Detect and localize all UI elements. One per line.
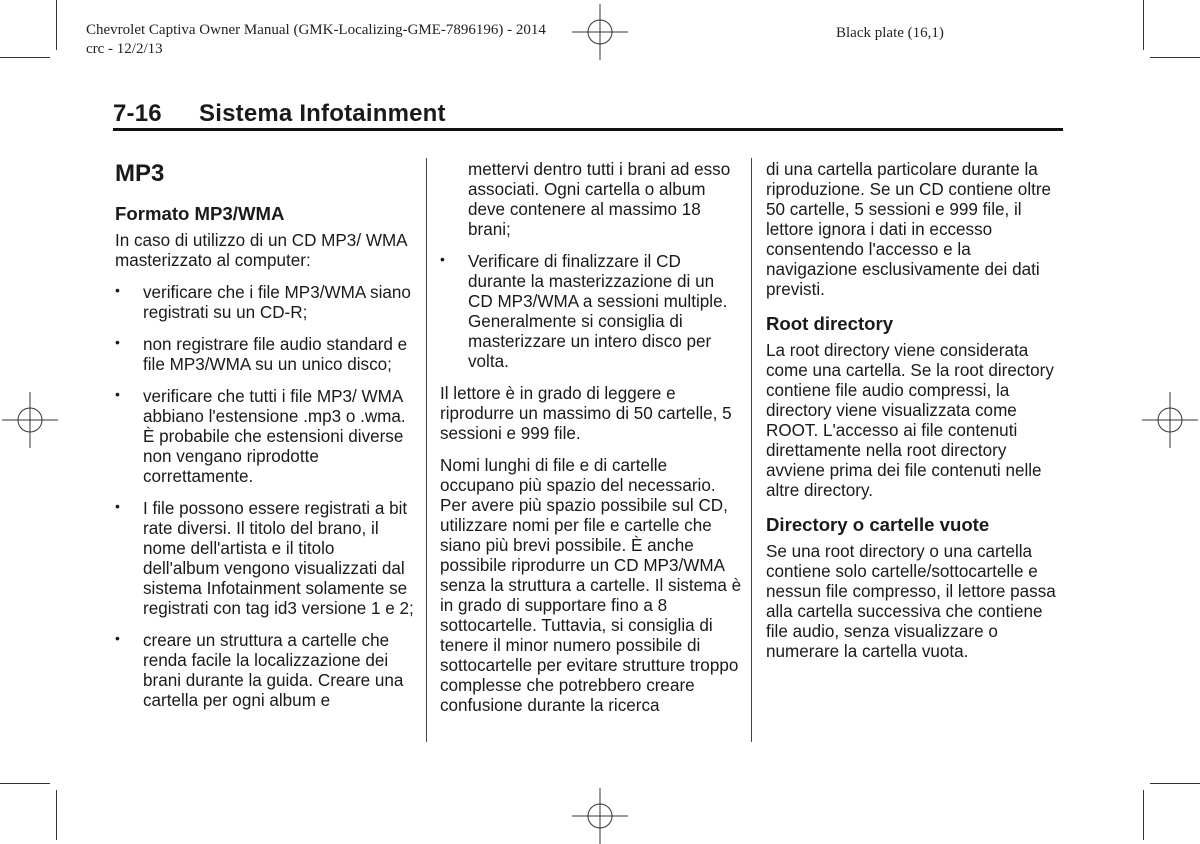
section-header <box>113 100 446 128</box>
header-rule <box>113 128 1063 131</box>
names-paragraph: Nomi lunghi di file e di cartelle occupano più spazio del necessario. Per avere più spazio possibile sul CD, utilizzare nomi per file e cartelle che siano più brevi possibile. È anche possibile riprodurre un CD MP3/WMA senza la struttura a cartelle. Il sistema è in grado di supportare fino a 8 sottocartelle. Tuttavia, si consiglia di tenere il minor numero possibile di sottocartelle per evitare strutture troppo complesse che potrebbero creare confusione durante la ricerca <box>440 456 742 715</box>
column-1 <box>115 160 415 723</box>
list-item <box>115 499 415 619</box>
crop-mark <box>0 57 50 58</box>
column-divider <box>751 158 752 742</box>
bullet-icon: • <box>115 386 120 402</box>
print-info-line2: crc - 12/2/13 <box>86 41 163 57</box>
registration-mark-icon <box>2 392 58 448</box>
bullet-icon: • <box>115 630 120 646</box>
crop-mark <box>1150 57 1200 58</box>
crop-mark <box>1143 790 1144 840</box>
list-item-text: creare un struttura a cartelle che renda facile la localizzazione dei brani durante la guida. Creare una cartella per ogni album e <box>143 631 404 710</box>
plate-info: Black plate (16,1) <box>836 25 944 41</box>
page-number: 7-16 <box>113 100 162 127</box>
format-heading: Formato MP3/WMA <box>115 203 285 224</box>
list-item <box>115 283 415 323</box>
list-item-text: Verificare di finalizzare il CD durante la masterizzazione di un CD MP3/WMA a sessioni multiple. Generalmente si consiglia di masterizzare un intero disco per volta. <box>468 252 728 371</box>
list-item <box>115 631 415 711</box>
section-title: Sistema Infotainment <box>199 100 446 127</box>
list-item-text: verificare che i file MP3/WMA siano registrati su un CD-R; <box>143 283 411 322</box>
mp3-heading: MP3 <box>115 160 165 187</box>
registration-mark-icon <box>1142 392 1198 448</box>
bullet-icon: • <box>115 334 120 350</box>
registration-mark-icon <box>572 4 628 60</box>
intro-paragraph: In caso di utilizzo di un CD MP3/ WMA masterizzato al computer: <box>115 231 407 270</box>
bullet-icon: • <box>115 498 120 514</box>
print-info-line1: Chevrolet Captiva Owner Manual (GMK-Localizing-GME-7896196) - 2014 <box>86 22 546 38</box>
crop-mark <box>1143 0 1144 50</box>
crop-mark <box>56 790 57 840</box>
continued-paragraph: di una cartella particolare durante la riproduzione. Se un CD contiene oltre 50 cartelle, 5 sessioni e 999 file, il lettore ignora i dati in eccesso consentendo l'accesso e la navigazione esclusivamente dei dati previsti. <box>766 160 1052 299</box>
list-item-text: verificare che tutti i file MP3/ WMA abbiano l'estensione .mp3 o .wma. È probabile che estensioni diverse non vengano riprodotte correttamente. <box>143 387 406 486</box>
list-item-text: non registrare file audio standard e file MP3/WMA su un unico disco; <box>143 335 408 374</box>
list-item <box>440 252 742 372</box>
list-item <box>115 387 415 487</box>
crop-mark <box>0 783 50 784</box>
bullet-list <box>115 283 415 711</box>
root-directory-heading: Root directory <box>766 313 894 334</box>
limits-paragraph: Il lettore è in grado di leggere e riprodurre un massimo di 50 cartelle, 5 sessioni e 999 file. <box>440 384 732 443</box>
crop-mark <box>56 0 57 50</box>
continued-paragraph: mettervi dentro tutti i brani ad esso associati. Ogni cartella o album deve contenere al massimo 18 brani; <box>468 160 731 239</box>
empty-folders-heading: Directory o cartelle vuote <box>766 514 990 535</box>
empty-folders-paragraph: Se una root directory o una cartella contiene solo cartelle/sottocartelle e nessun file compresso, il lettore passa alla cartella successiva che contiene file audio, senza visualizzare o numerare la cartella vuota. <box>766 542 1056 661</box>
column-3 <box>766 160 1066 674</box>
bullet-icon: • <box>440 251 445 267</box>
crop-mark <box>1150 783 1200 784</box>
bullet-icon: • <box>115 282 120 298</box>
registration-mark-icon <box>572 788 628 844</box>
root-directory-paragraph: La root directory viene considerata come una cartella. Se la root directory contiene file audio compressi, la directory viene visualizzata come ROOT. L'accesso ai file contenuti direttamente nella root directory avviene prima dei file contenuti nelle altre directory. <box>766 341 1054 500</box>
column-divider <box>426 158 427 742</box>
list-item <box>115 335 415 375</box>
bullet-list <box>440 252 742 372</box>
column-2 <box>440 160 742 728</box>
list-item-text: I file possono essere registrati a bit rate diversi. Il titolo del brano, il nome dell'artista e il titolo dell'album vengono visualizzati dal sistema Infotainment solamente se registrati con tag id3 versione 1 e 2; <box>143 499 414 618</box>
print-info <box>86 21 546 59</box>
